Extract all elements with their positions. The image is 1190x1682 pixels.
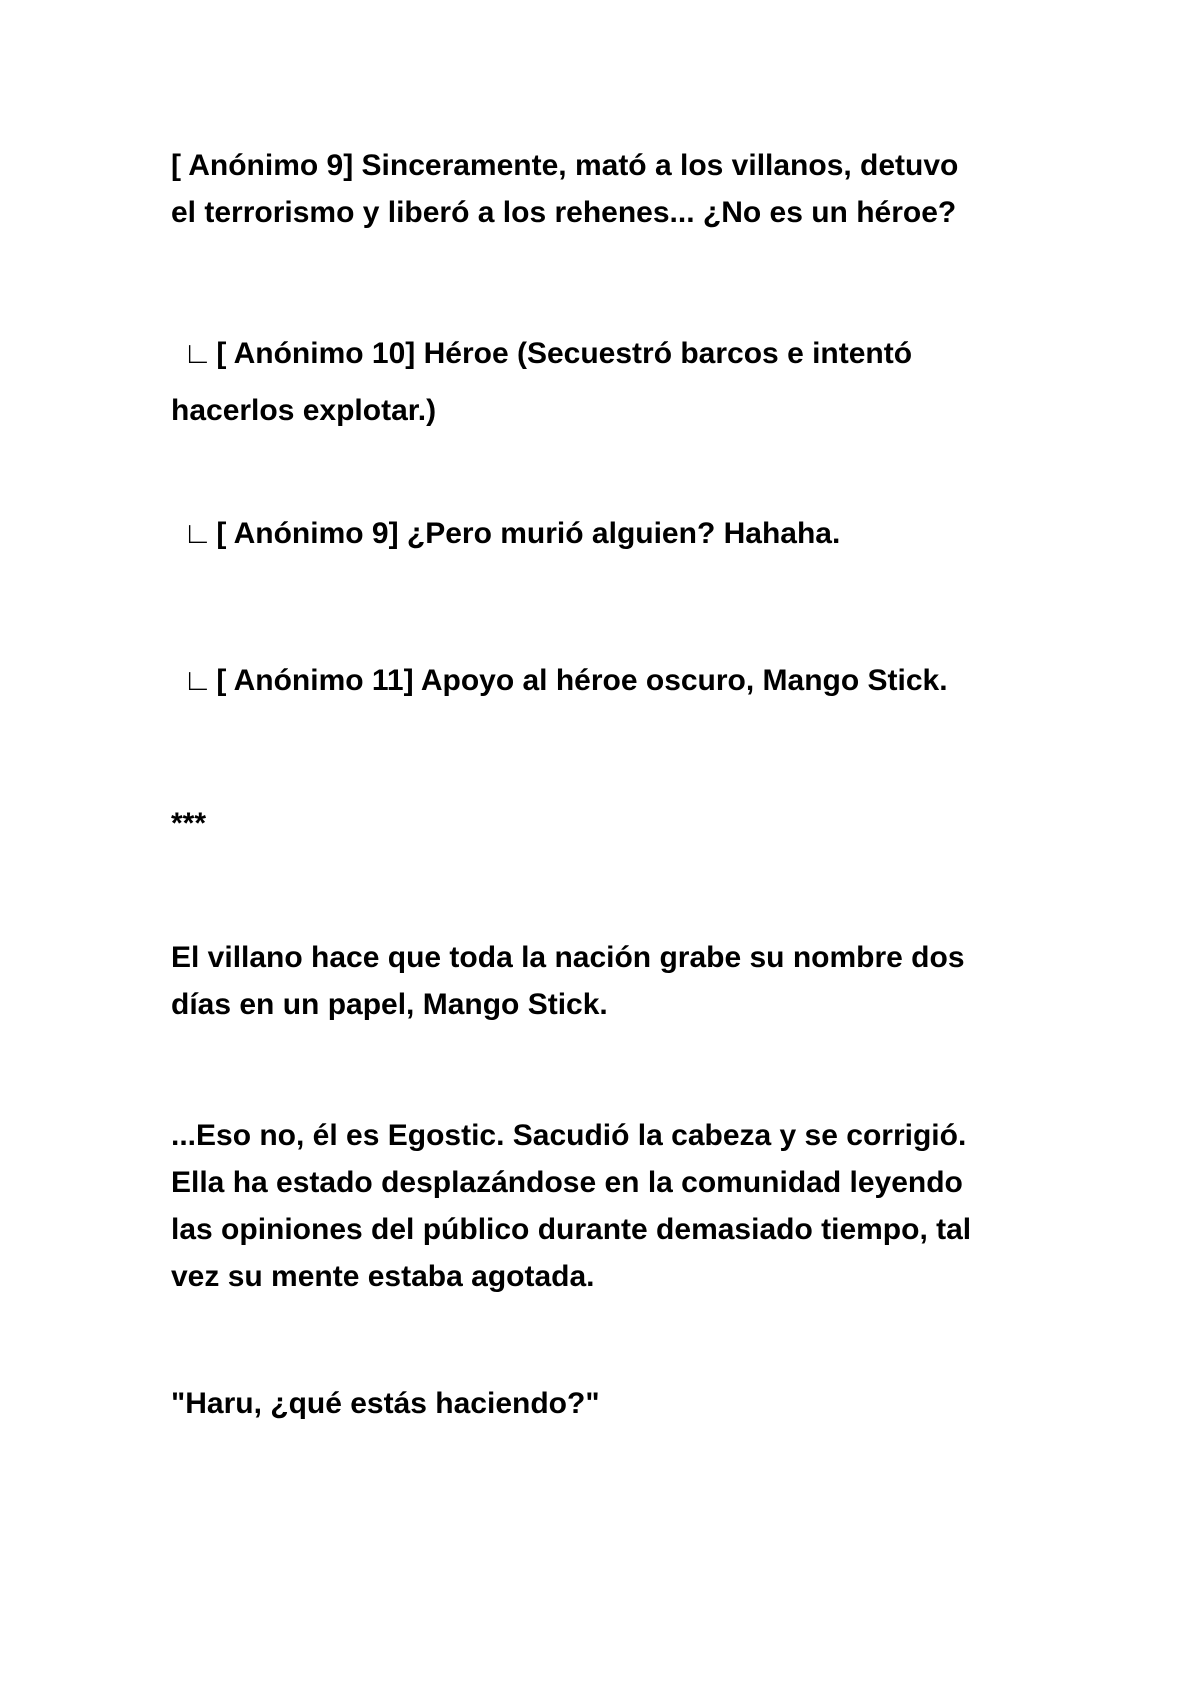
reply-line [171,325,1031,382]
narration-line: las opiniones del público durante demasiado tiempo, tal [171,1213,972,1246]
narration-line: vez su mente estaba agotada. [171,1260,595,1293]
comment-anonimo-9 [171,142,1031,236]
narration-line: ...Eso no, él es Egostic. Sacudió la cabeza y se corrigió. [171,1119,967,1152]
reply-text: [ Anónimo 10] Héroe (Secuestró barcos e intentó [216,337,913,370]
reply-text: [ Anónimo 9] ¿Pero murió alguien? Hahaha. [216,517,841,550]
narration-line: Ella ha estado desplazándose en la comunidad leyendo [171,1166,963,1199]
narration-paragraph [171,1112,1031,1300]
reply-anonimo-9 [171,510,1031,557]
reply-arrow-icon: ∟ [183,664,213,697]
narration-paragraph [171,934,1031,1028]
reply-anonimo-10 [171,325,1031,439]
narration-line: El villano hace que toda la nación grabe su nombre dos [171,941,965,974]
comment-line: [ Anónimo 9] Sinceramente, mató a los villanos, detuvo [171,149,959,182]
reply-anonimo-11 [171,657,1031,704]
reply-line [171,657,1031,704]
reply-arrow-icon: ∟ [183,337,213,370]
reply-line: hacerlos explotar.) [171,394,437,427]
dialogue-line: "Haru, ¿qué estás haciendo?" [171,1387,600,1420]
reply-text: [ Anónimo 11] Apoyo al héroe oscuro, Mango Stick. [216,664,948,697]
section-separator: *** [171,807,207,840]
reply-line [171,510,1031,557]
reply-arrow-icon: ∟ [183,517,213,550]
comment-line: el terrorismo y liberó a los rehenes... ¿No es un héroe? [171,196,957,229]
narration-line: días en un papel, Mango Stick. [171,988,608,1021]
